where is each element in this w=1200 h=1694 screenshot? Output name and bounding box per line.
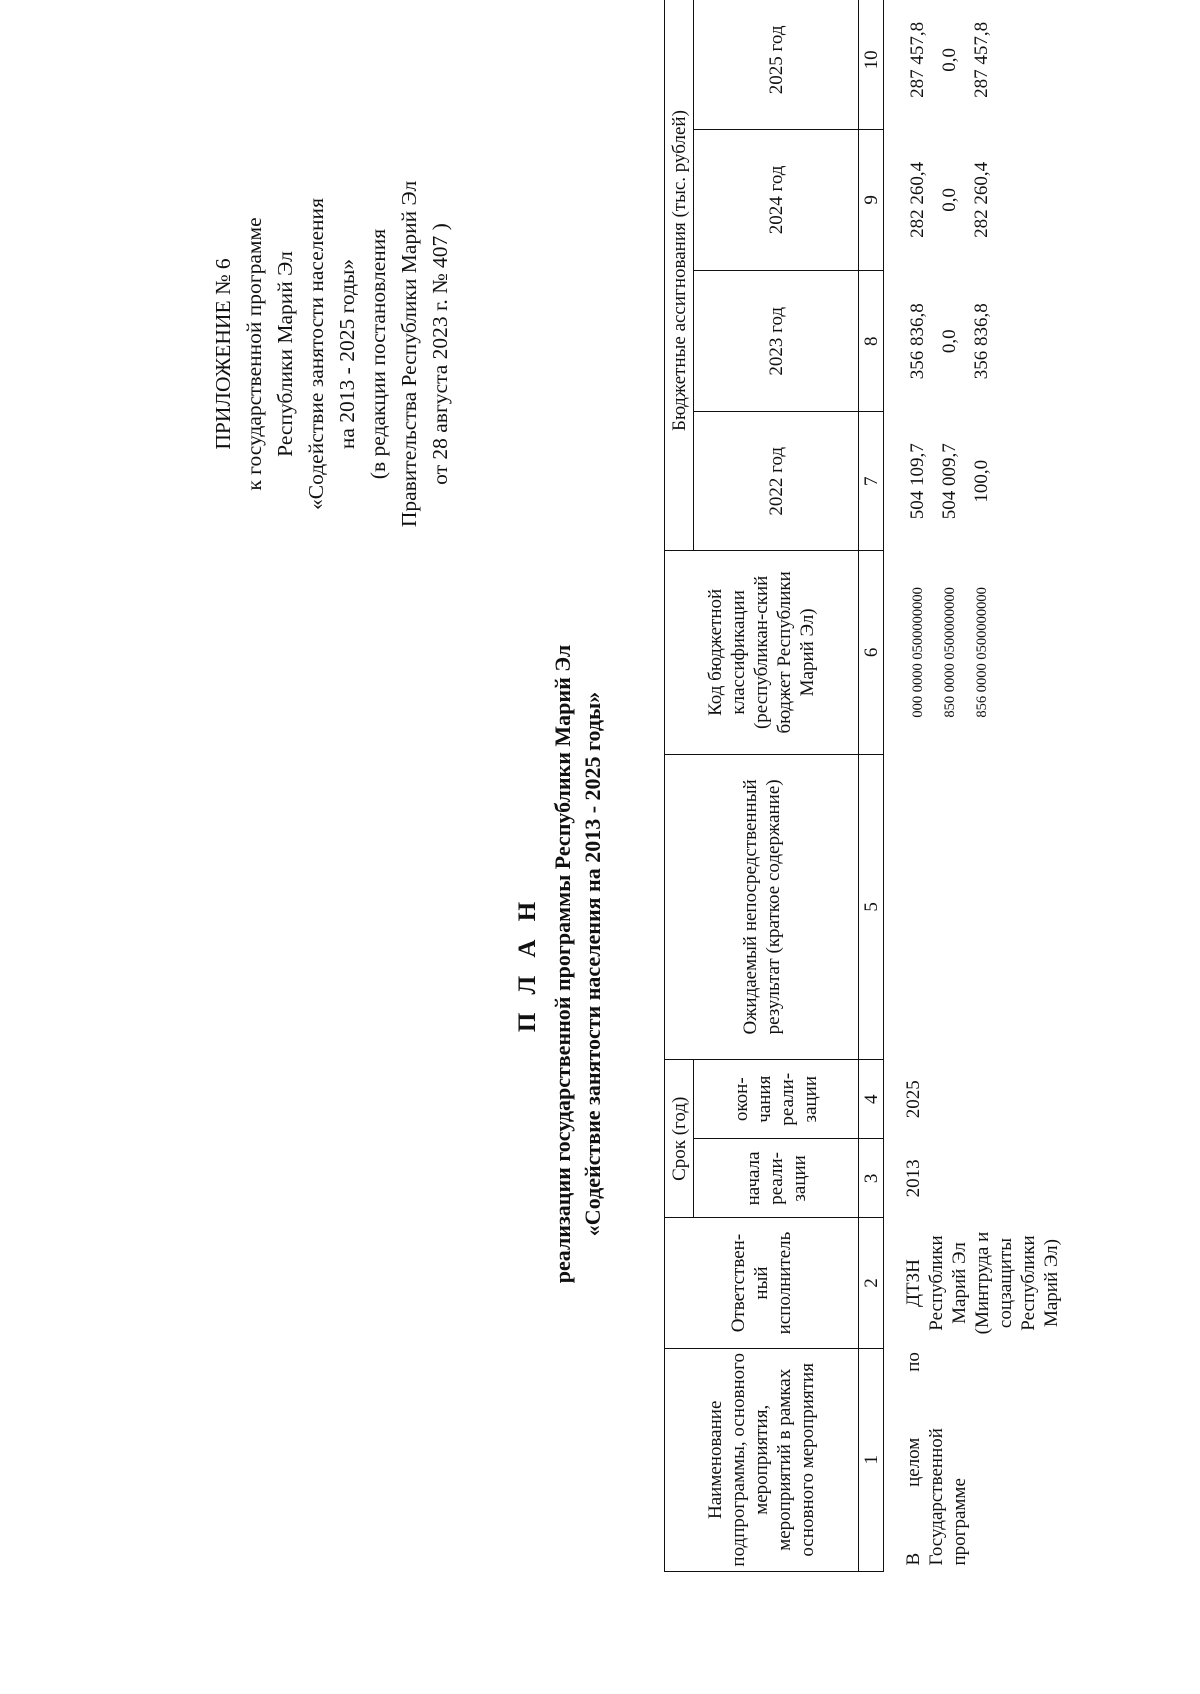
budget-code: 856 0000 0500000000 (974, 587, 990, 718)
plan-subtitle-line1: реализации государственной программы Республики Марий Эл (550, 644, 575, 1284)
header-2023: 2023 год (694, 271, 859, 412)
column-number: 9 (859, 129, 884, 270)
row-2024-cell (884, 129, 1064, 270)
row-2022-cell (884, 412, 1064, 551)
column-number: 1 (859, 1348, 884, 1571)
row-name: В целом по Государственной программе (903, 1352, 970, 1566)
row-executor: ДТЗН Республики Марий Эл (Минтруда и соцзащиты Республики Марий Эл) (903, 1231, 1062, 1335)
plan-table (664, 0, 1063, 1572)
column-number: 6 (859, 551, 884, 755)
column-number: 8 (859, 271, 884, 412)
appendix-line: «Содействие занятости населения (304, 198, 328, 510)
header-2025: 2025 год (694, 0, 859, 129)
header-result: Ожидаемый непосредственный результат (краткое содержание) (665, 754, 859, 1059)
column-number: 2 (859, 1218, 884, 1348)
header-executor: Ответствен-ный исполнитель (665, 1218, 859, 1348)
header-code: Код бюджетной классификации (республикан-ский бюджет Республики Марий Эл) (665, 551, 859, 755)
amount-2024: 0,0 (939, 187, 960, 212)
column-number: 7 (859, 412, 884, 551)
appendix-line: Республики Марий Эл (273, 251, 297, 457)
row-start-year: 2013 (903, 1159, 924, 1198)
amount-2024: 282 260,4 (907, 161, 928, 238)
table-row (884, 0, 1064, 1572)
budget-code: 850 0000 0500000000 (942, 587, 958, 718)
plan-subtitle-line2: «Содействие занятости населения на 2013 - 2025 годы» (580, 691, 605, 1237)
appendix-line: на 2013 - 2025 годы» (335, 258, 359, 450)
row-2025-cell (884, 0, 1064, 129)
row-2023-cell (884, 271, 1064, 412)
header-budget: Бюджетные ассигнования (тыс. рублей) (665, 0, 694, 551)
header-end: окон-чания реали-зации (694, 1060, 859, 1139)
column-number: 10 (859, 0, 884, 129)
amount-2023: 356 836,8 (971, 303, 992, 380)
header-start: начала реали-зации (694, 1139, 859, 1218)
appendix-line: к государственной программе (242, 217, 266, 491)
amount-2023: 356 836,8 (907, 303, 928, 380)
column-number: 4 (859, 1060, 884, 1139)
plan-title (508, 394, 608, 1534)
amount-2022: 504 009,7 (939, 443, 960, 520)
amount-2022: 504 109,7 (907, 443, 928, 520)
column-number: 3 (859, 1139, 884, 1218)
header-2024: 2024 год (694, 129, 859, 270)
header-2022: 2022 год (694, 412, 859, 551)
appendix-line: (в редакции постановления (366, 228, 390, 480)
row-result (884, 754, 1064, 1059)
amount-2023: 0,0 (939, 329, 960, 354)
amount-2025: 287 457,8 (971, 21, 992, 98)
amount-2024: 282 260,4 (971, 161, 992, 238)
appendix-line: Правительства Республики Марий Эл (397, 180, 421, 528)
plan-heading: П Л А Н (514, 895, 541, 1033)
header-name: Наименование подпрограммы, основного мероприятия, мероприятий в рамках основного мероприятия (665, 1348, 859, 1571)
amount-2025: 287 457,8 (907, 21, 928, 98)
amount-2022: 100,0 (971, 459, 992, 503)
amount-2025: 0,0 (939, 47, 960, 72)
header-term: Срок (год) (665, 1060, 694, 1218)
appendix-line: от 28 августа 2023 г. № 407 ) (428, 223, 452, 485)
appendix-line: ПРИЛОЖЕНИЕ № 6 (211, 258, 235, 450)
row-code-cell (884, 551, 1064, 755)
column-number: 5 (859, 754, 884, 1059)
budget-code: 000 0000 0500000000 (910, 587, 926, 718)
appendix-block (208, 74, 456, 634)
row-end-year: 2025 (903, 1080, 924, 1119)
